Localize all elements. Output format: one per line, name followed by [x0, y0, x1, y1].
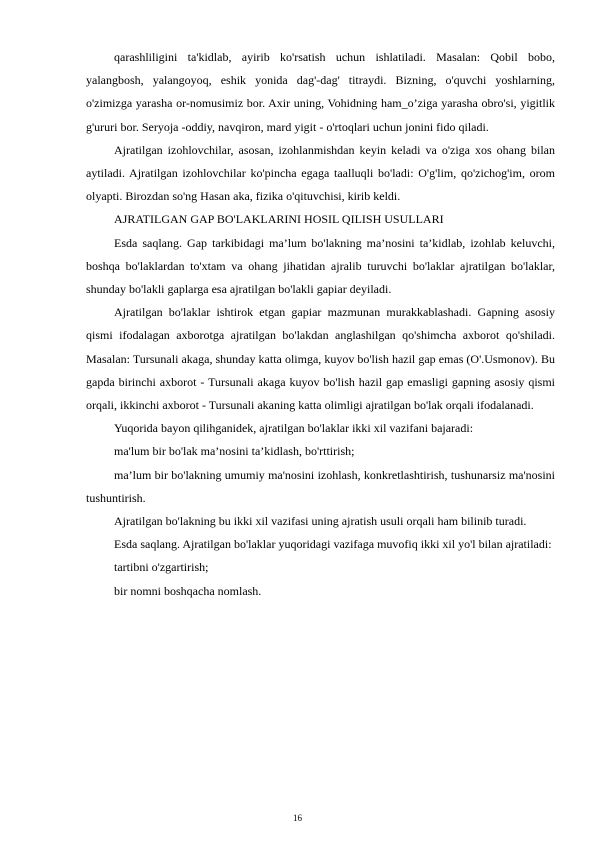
paragraph-2: Ajratilgan izohlovchilar, asosan, izohlanmishdan keyin keladi va o'ziga xos ohang bilan aytiladi. Ajratilgan izohlovchilar ko'pincha egaga taalluqli bo'ladi: O'g'lim, qo'zichog'im, orom olyapti. Birozdan so'ng Hasan aka, fizika o'qituvchisi, kirib keldi. [86, 142, 555, 204]
paragraph-7: Esda saqlang. Ajratilgan bo'laklar yuqoridagi vazifaga muvofiq ikki xil yo'l bilan ajratiladi: [114, 537, 552, 552]
list-item-4: bir nomni boshqacha nomlash. [114, 583, 262, 598]
list-item-3: tartibni o'zgartirish; [114, 560, 209, 575]
list-item-2: ma’lum bir bo'lakning umumiy ma'nosini izohlash, konkretlashtirish, tushunarsiz ma'nosini tushuntirish. [86, 467, 555, 505]
paragraph-3: Esda saqlang. Gap tarkibidagi ma’lum bo'lakning ma’nosini ta’kidlab, izohlab keluvchi, boshqa bo'laklardan to'xtam va ohang jihatidan ajralib turuvchi bo'laklar ajratilgan bo'laklar, shunday bo'lakli gaplarga esa ajratilgan bo'lakli gapiar deyiladi. [86, 235, 555, 297]
paragraph-6: Ajratilgan bo'lakning bu ikki xil vazifasi uning ajratish usuli orqali ham bilinib turadi. [114, 514, 527, 529]
list-item-1: ma'lum bir bo'lak ma’nosini ta’kidlash, bo'rttirish; [114, 444, 355, 459]
paragraph-5: Yuqorida bayon qilihganidek, ajratilgan bo'laklar ikki xil vazifani bajaradi: [114, 421, 474, 436]
section-heading: AJRATILGAN GAP BO'LAKLARINI HOSIL QILISH USULLARI [114, 212, 444, 227]
paragraph-4: Ajratilgan bo'laklar ishtirok etgan gapiar mazmunan murakkablashadi. Gapning asosiy qismi ifodalagan axborotga ajratilgan bo'lakdan anglashilgan qo'shimcha axborot qo'shiladi. Masalan: Tursunali akaga, shunday katta olimga, kuyov bo'lish hazil gap emas (O'.Usmonov). Bu gapda birinchi axborot - Tursunali akaga kuyov bo'lish hazil gap emasligi gapning asosiy qismi orqali, ikkinchi axborot - Tursunali akaning katta olimligi ajratilgan bo'lak orqali ifodalanadi. [86, 305, 555, 413]
page-number: 16 [293, 813, 302, 823]
paragraph-1: qarashliligini ta'kidlab, ayirib ko'rsatish uchun ishlatiladi. Masalan: Qobil bobo, yalangbosh, yalangoyoq, eshik yonida dag'-dag' titraydi. Bizning, o'quvchi yoshlarning, o'zimizga yarasha or-nomusimiz bor. Axir uning, Vohidning ham_o’ziga yarasha obro'si, yigitlik g'ururi bor. Seryoja -oddiy, navqiron, mard yigit - o'rtoqlari uchun jonini fido qiladi. [86, 50, 555, 134]
page-body [86, 46, 555, 603]
